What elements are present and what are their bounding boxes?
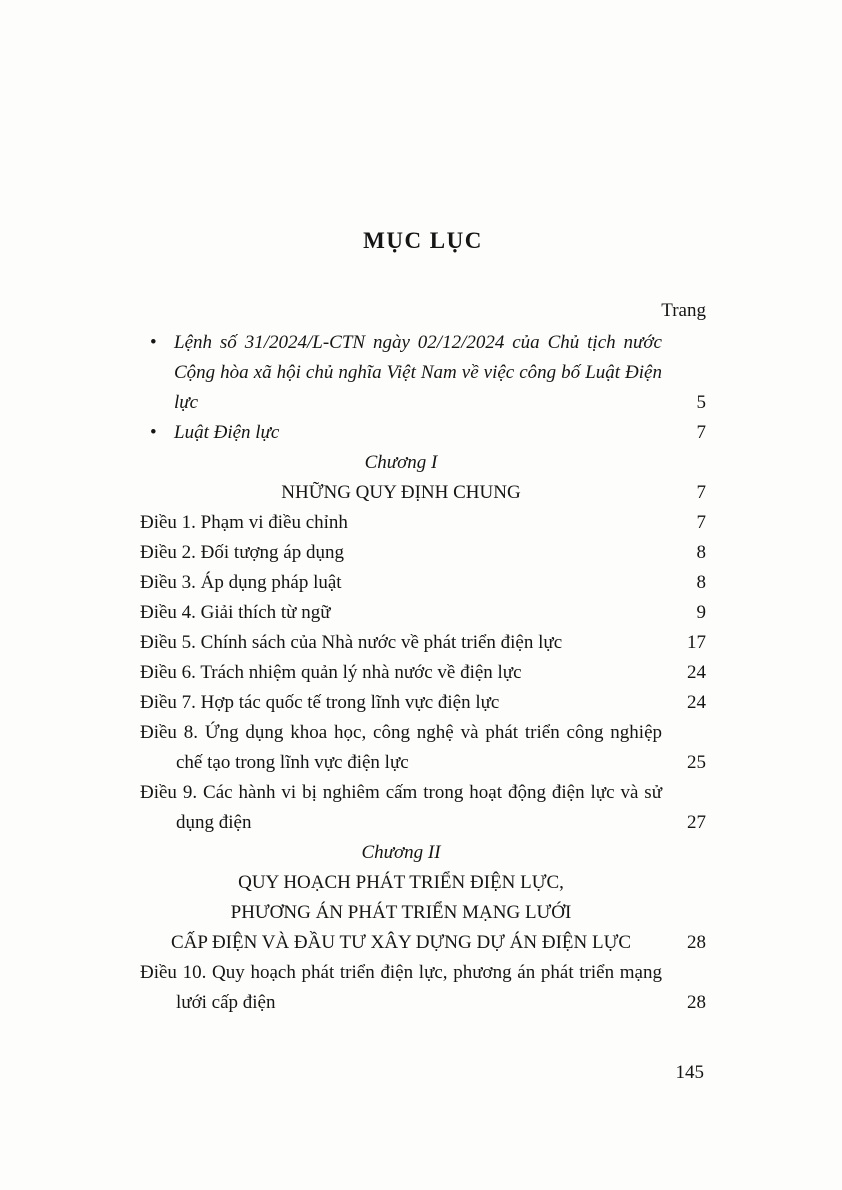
article-page: 17	[687, 632, 706, 653]
article-text: Điều 2. Đối tượng áp dụng	[140, 542, 344, 563]
chapter1-title-row	[140, 478, 706, 508]
toc-entry-article-10	[140, 958, 706, 1018]
toc-entry-article-7	[140, 688, 706, 718]
article-text: Điều 3. Áp dụng pháp luật	[140, 572, 342, 593]
article-page: 24	[687, 692, 706, 713]
toc-entry-article-8	[140, 718, 706, 778]
chapter2-page: 28	[687, 932, 706, 953]
article-text: Điều 5. Chính sách của Nhà nước về phát triển điện lực	[140, 632, 563, 653]
chapter2-title-row	[140, 868, 706, 958]
chapter1-page: 7	[696, 482, 706, 503]
article-text: Điều 9. Các hành vi bị nghiêm cấm trong hoạt động điện lực và sử dụng điện	[140, 782, 662, 833]
toc-content	[140, 226, 706, 1018]
toc-entry-law	[140, 418, 706, 448]
toc-entry-text: Luật Điện lực	[174, 422, 280, 443]
article-page: 8	[696, 572, 706, 593]
footer-page-number: 145	[675, 1062, 704, 1083]
article-page: 24	[687, 662, 706, 683]
article-text: Điều 7. Hợp tác quốc tế trong lĩnh vực điện lực	[140, 692, 500, 713]
chapter2-title-line: CẤP ĐIỆN VÀ ĐẦU TƯ XÂY DỰNG DỰ ÁN ĐIỆN LỰC	[170, 932, 632, 953]
article-page: 28	[687, 992, 706, 1013]
toc-entry-decree	[140, 328, 706, 418]
toc-entry-article-1	[140, 508, 706, 538]
article-page: 9	[696, 602, 706, 623]
toc-entry-article-2	[140, 538, 706, 568]
toc-entry-page: 5	[696, 392, 706, 413]
toc-entry-article-9	[140, 778, 706, 838]
bullet-icon: •	[150, 332, 157, 353]
toc-entry-article-6	[140, 658, 706, 688]
chapter2-title-line: QUY HOẠCH PHÁT TRIỂN ĐIỆN LỰC,	[238, 872, 564, 893]
article-text: Điều 8. Ứng dụng khoa học, công nghệ và phát triển công nghiệp chế tạo trong lĩnh vực điện lực	[140, 722, 662, 773]
toc-entry-article-3	[140, 568, 706, 598]
chapter1-title: NHỮNG QUY ĐỊNH CHUNG	[281, 482, 521, 503]
page-title: MỤC LỤC	[363, 228, 483, 253]
bullet-icon: •	[150, 422, 157, 443]
page-column-header: Trang	[661, 300, 706, 321]
article-page: 27	[687, 812, 706, 833]
article-text: Điều 1. Phạm vi điều chỉnh	[140, 512, 348, 533]
article-text: Điều 4. Giải thích từ ngữ	[140, 602, 331, 623]
article-text: Điều 10. Quy hoạch phát triển điện lực, phương án phát triển mạng lưới cấp điện	[140, 962, 662, 1013]
article-page: 8	[696, 542, 706, 563]
toc-entry-page: 7	[696, 422, 706, 443]
chapter2-label: Chương II	[361, 842, 441, 863]
article-page: 7	[696, 512, 706, 533]
toc-entry-article-5	[140, 628, 706, 658]
toc-entry-text: Lệnh số 31/2024/L-CTN ngày 02/12/2024 của Chủ tịch nước Cộng hòa xã hội chủ nghĩa Việt Nam về việc công bố Luật Điện lực	[174, 332, 662, 413]
chapter1-label: Chương I	[364, 452, 438, 473]
chapter2-title-line: PHƯƠNG ÁN PHÁT TRIỂN MẠNG LƯỚI	[230, 902, 572, 923]
chapter2-title	[140, 868, 662, 958]
article-text: Điều 6. Trách nhiệm quản lý nhà nước về điện lực	[140, 662, 522, 683]
article-page: 25	[687, 752, 706, 773]
toc-entry-article-4	[140, 598, 706, 628]
